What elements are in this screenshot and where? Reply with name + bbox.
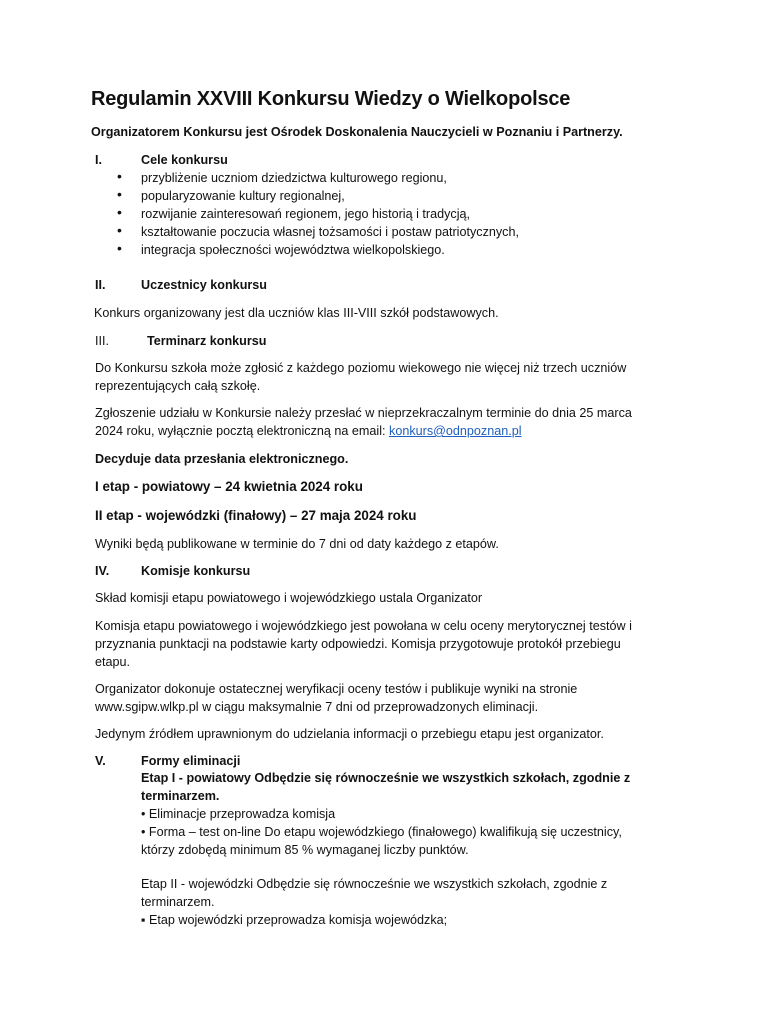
etap-1-item-2-line-2: którzy zdobędą minimum 85 % wymaganej liczby punktów.: [141, 843, 469, 857]
commission-paragraph-2-line-2: przyznania punktacji na podstawie karty odpowiedzi. Komisja przygotowuje protokół przebiegu: [95, 637, 621, 651]
section-4-heading: Komisje konkursu: [141, 564, 251, 578]
goal-item: popularyzowanie kultury regionalnej,: [141, 189, 345, 203]
stage-1-date: I etap - powiatowy – 24 kwietnia 2024 roku: [95, 479, 363, 494]
organizer-line: Organizatorem Konkursu jest Ośrodek Doskonalenia Nauczycieli w Poznaniu i Partnerzy.: [91, 125, 623, 139]
schedule-paragraph-2-text: 2024 roku, wyłącznie pocztą elektroniczną na email:: [95, 424, 390, 438]
document-title: Regulamin XXVIII Konkursu Wiedzy o Wielkopolsce: [91, 88, 571, 110]
bullet-icon: •: [117, 168, 122, 184]
section-2-heading: Uczestnicy konkursu: [141, 278, 267, 292]
bullet-icon: •: [117, 240, 122, 256]
schedule-paragraph-2-line-2: [95, 423, 522, 440]
schedule-paragraph-2-line-1: Zgłoszenie udziału w Konkursie należy przesłać w nieprzekraczalnym terminie do dnia 25 marca: [95, 406, 632, 420]
commission-paragraph-3-line-1: Organizator dokonuje ostatecznej weryfikacji oceny testów i publikuje wyniki na stronie: [95, 682, 578, 696]
schedule-paragraph-1-line-1: Do Konkursu szkoła może zgłosić z każdego poziomu wiekowego nie więcej niż trzech uczniów: [95, 361, 627, 375]
etap-1-line-1: Etap I - powiatowy Odbędzie się równocześnie we wszystkich szkołach, zgodnie z: [141, 771, 631, 785]
goal-item: kształtowanie poczucia własnej tożsamości i postaw patriotycznych,: [141, 225, 519, 239]
etap-1-item-2-line-1: • Forma – test on-line Do etapu wojewódzkiego (finałowego) kwalifikują się uczestnicy,: [141, 825, 622, 839]
participants-text: Konkurs organizowany jest dla uczniów klas III-VIII szkół podstawowych.: [94, 306, 499, 320]
email-link[interactable]: konkurs@odnpoznan.pl: [389, 424, 522, 438]
commission-paragraph-4: Jedynym źródłem uprawnionym do udzielania informacji o przebiegu etapu jest organizator.: [95, 727, 604, 741]
commission-paragraph-3-line-2: www.sgipw.wlkp.pl w ciągu maksymalnie 7 dni od przeprowadzonych eliminacji.: [95, 700, 539, 714]
section-2-number: II.: [95, 278, 106, 292]
goal-item: rozwijanie zainteresowań regionem, jego historią i tradycją,: [141, 207, 470, 221]
goal-item: przybliżenie uczniom dziedzictwa kulturowego regionu,: [141, 171, 447, 185]
bullet-icon: •: [117, 222, 122, 238]
etap-1-item-1: • Eliminacje przeprowadza komisja: [141, 807, 336, 821]
decides-note: Decyduje data przesłania elektronicznego.: [95, 452, 349, 466]
results-note: Wyniki będą publikowane w terminie do 7 dni od daty każdego z etapów.: [95, 537, 499, 551]
etap-2-line-1: Etap II - wojewódzki Odbędzie się równocześnie we wszystkich szkołach, zgodnie z: [141, 877, 608, 891]
etap-2-line-2: terminarzem.: [141, 895, 215, 909]
stage-2-date: II etap - wojewódzki (finałowy) – 27 maja 2024 roku: [95, 508, 417, 523]
section-1-heading: Cele konkursu: [141, 153, 228, 167]
section-4-number: IV.: [95, 564, 110, 578]
etap-1-line-2: terminarzem.: [141, 789, 220, 803]
section-5-heading: Formy eliminacji: [141, 754, 241, 768]
etap-2-item-1: ▪ Etap wojewódzki przeprowadza komisja wojewódzka;: [141, 913, 448, 927]
bullet-icon: •: [117, 186, 122, 202]
bullet-icon: •: [117, 204, 122, 220]
commission-paragraph-1: Skład komisji etapu powiatowego i wojewódzkiego ustala Organizator: [95, 591, 483, 605]
section-3-number: III.: [95, 334, 109, 348]
section-1-number: I.: [95, 153, 102, 167]
schedule-paragraph-1-line-2: reprezentujących całą szkołę.: [95, 379, 261, 393]
section-3-heading: Terminarz konkursu: [147, 334, 267, 348]
commission-paragraph-2-line-1: Komisja etapu powiatowego i wojewódzkiego jest powołana w celu oceny merytorycznej testów i: [95, 619, 632, 633]
commission-paragraph-2-line-3: etapu.: [95, 655, 131, 669]
goal-item: integracja społeczności województwa wielkopolskiego.: [141, 243, 445, 257]
section-5-number: V.: [95, 754, 106, 768]
